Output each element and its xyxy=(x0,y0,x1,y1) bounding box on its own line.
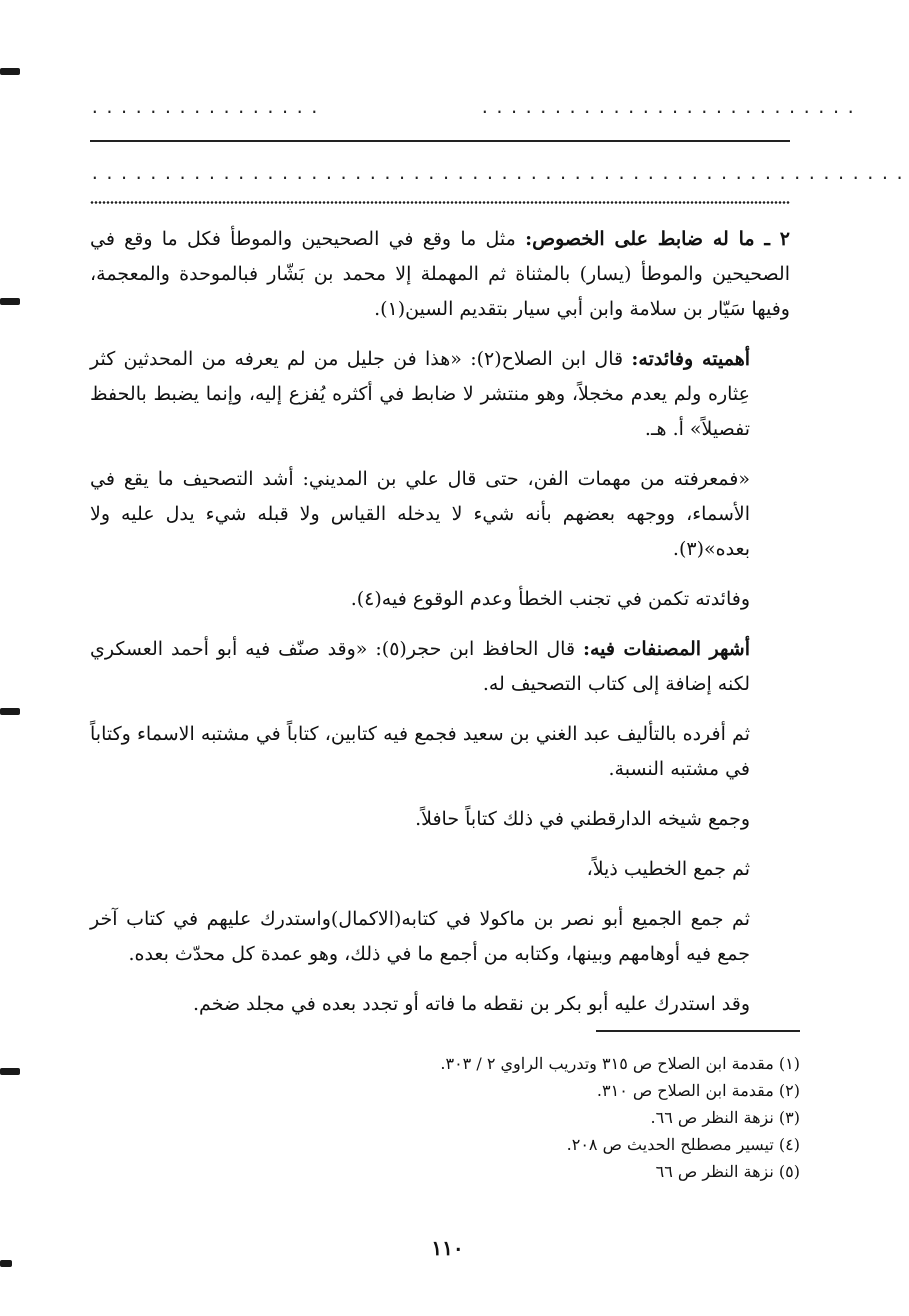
footnote: (١) مقدمة ابن الصلاح ص ٣١٥ وتدريب الراوي ٢ / ٣٠٣. xyxy=(440,1054,800,1073)
footnote: (٢) مقدمة ابن الصلاح ص ٣١٠. xyxy=(596,1081,800,1100)
paragraph-text: مثل ما وقع في الصحيحين والموطأ فكل ما وقع في الصحيحين والموطأ (يسار) بالمثناة ثم المهملة إلا محمد بن بَشّار فبالموحدة والمعجمة، وفيها سَيّار بن سلامة وابن أبي سيار بتقديم السين(١). xyxy=(90,228,790,320)
paragraph: ثم جمع الجميع أبو نصر بن ماكولا في كتابه(الاكمال)واستدرك عليهم في كتاب آخر جمع فيه أوهامهم وبينها، وكتابه من أجمع ما في ذلك، وهو عمدة كل محدّث بعده. xyxy=(90,908,750,965)
page-number: ١١٠ xyxy=(431,1236,464,1260)
paragraph: ثم جمع الخطيب ذيلاً، xyxy=(586,858,750,880)
paragraph-heading: أشهر المصنفات فيه: xyxy=(582,638,750,660)
scan-edge-mark xyxy=(0,68,20,75)
paragraph: وجمع شيخه الدارقطني في ذلك كتاباً حافلاً. xyxy=(415,808,750,830)
footnote: (٥) نزهة النظر ص ٦٦ xyxy=(655,1162,800,1181)
dotted-leader-left: ................ xyxy=(90,98,325,117)
paragraph: وفائدته تكمن في تجنب الخطأ وعدم الوقوع فيه(٤). xyxy=(350,588,750,610)
paragraph-heading: أهميته وفائدته: xyxy=(631,348,750,370)
paragraph xyxy=(90,222,790,327)
paragraph: ثم أفرده بالتأليف عبد الغني بن سعيد فجمع فيه كتابين، كتاباً في مشتبه الاسماء وكتاباً في مشتبه النسبة. xyxy=(90,723,750,780)
scan-edge-mark xyxy=(0,708,20,715)
paragraph xyxy=(90,632,790,702)
footnotes xyxy=(200,1050,800,1185)
dense-dotted-rule xyxy=(90,200,790,205)
scan-edge-mark xyxy=(0,298,20,305)
header-rule xyxy=(90,140,790,142)
paragraph-heading: ٢ ـ ما له ضابط على الخصوص: xyxy=(525,228,790,250)
paragraph-text: قال الحافظ ابن حجر(٥): «وقد صنّف فيه أبو أحمد العسكري لكنه إضافة إلى كتاب التصحيف له. xyxy=(90,638,750,695)
scan-edge-mark xyxy=(0,1068,20,1075)
scan-edge-mark xyxy=(0,1260,12,1267)
footnote: (٣) نزهة النظر ص ٦٦. xyxy=(650,1108,800,1127)
paragraph xyxy=(90,342,790,447)
paragraph: وقد استدرك عليه أبو بكر بن نقطه ما فاته أو تجدد بعده في مجلد ضخم. xyxy=(193,993,750,1015)
dotted-leader-right: .......................... xyxy=(480,98,861,117)
dotted-leader-full: ........................................................ xyxy=(90,164,909,183)
paragraph-text: قال ابن الصلاح(٢): «هذا فن جليل من لم يعرفه من المحدثين كثر عِثاره ولم يعدم مخجلاً، وهو منتشر لا ضابط في أكثره يُفزع إليه، وإنما يضبط بالحفظ تفصيلاً» أ. هـ. xyxy=(90,348,750,440)
footnote: (٤) تيسير مصطلح الحديث ص ٢٠٨. xyxy=(566,1135,800,1154)
footnote-separator xyxy=(596,1030,800,1032)
paragraph: «فمعرفته من مهمات الفن، حتى قال علي بن المديني: أشد التصحيف ما يقع في الأسماء، ووجهه بعضهم بأنه شيء لا يدخله القياس ولا قبله شيء يدل عليه ولا بعده»(٣). xyxy=(90,468,750,560)
main-text xyxy=(90,222,790,1037)
